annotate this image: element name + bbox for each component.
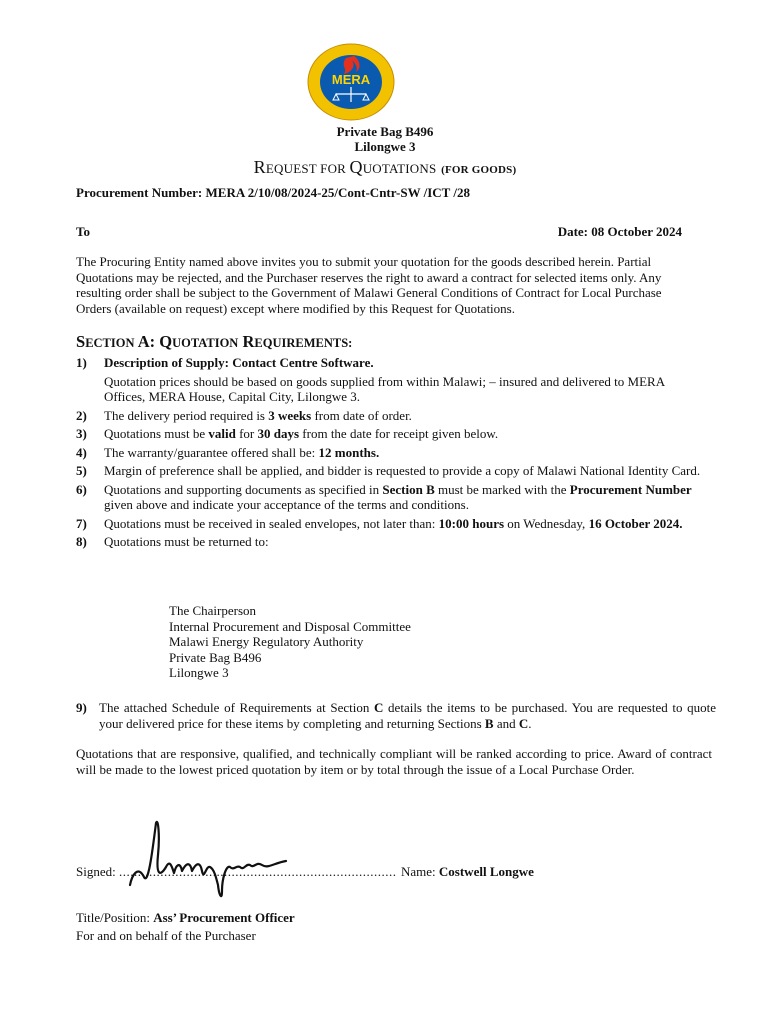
- item-text: from the date for receipt given below.: [299, 426, 499, 441]
- item-text: valid: [208, 426, 236, 441]
- item-text: given above and indicate your acceptance of the terms and conditions.: [104, 497, 469, 512]
- logo-text: MERA: [331, 72, 371, 87]
- list-item: [76, 463, 706, 479]
- name-value: Costwell Longwe: [438, 864, 534, 879]
- item-text: Procurement Number: [569, 481, 692, 497]
- procurement-number: [76, 185, 470, 201]
- item-text: The delivery period required is: [104, 407, 269, 423]
- text-part: B: [484, 715, 494, 731]
- item-text: Section B: [382, 481, 435, 497]
- list-item: [76, 445, 706, 461]
- signatory-title: [76, 910, 295, 926]
- mera-logo: [306, 42, 396, 122]
- signed-line: [76, 864, 396, 880]
- header-address: [0, 124, 770, 154]
- item-text: Quotations must be received in sealed envelopes, not later than:: [104, 515, 439, 531]
- item-number: 5): [76, 463, 87, 478]
- address-line: The Chairperson: [169, 603, 257, 618]
- text-part: details the items to be purchased. You are requested to quote your delivered price for these items by completing and returning Sections: [99, 700, 716, 731]
- item-text: [76, 700, 716, 731]
- address-line-2: Lilongwe 3: [354, 139, 416, 154]
- item-text: Description of Supply: Contact Centre Software.: [104, 355, 374, 370]
- title-suffix: (FOR GOODS): [441, 164, 517, 176]
- award-paragraph: Quotations that are responsive, qualified, and technically compliant will be ranked according to price. Award of contract will be made to the lowest priced quotation by item or by total through the issue of a Local Purchase Order.: [76, 746, 712, 777]
- signed-label: Signed:: [76, 864, 116, 879]
- heading-part: UOTATION: [172, 336, 239, 350]
- item-number: 6): [76, 481, 87, 497]
- text-part: C: [518, 715, 529, 731]
- address-line: Malawi Energy Regulatory Authority: [169, 634, 364, 649]
- name-label: Name:: [401, 864, 439, 879]
- requirements-list: [76, 355, 706, 553]
- text-part: and: [493, 715, 519, 731]
- item-text: Quotations must be: [104, 426, 209, 441]
- item-number: 9): [76, 700, 87, 715]
- title-value: Ass’ Procurement Officer: [153, 910, 295, 925]
- title-part: Q: [349, 157, 363, 177]
- title-part: UOTATIONS: [362, 161, 437, 176]
- item-subtext: Quotation prices should be based on goods supplied from within Malawi; – insured and delivered to MERA Offices, MERA House, Capital City, Lilongwe 3.: [104, 373, 665, 404]
- item-number: 7): [76, 515, 87, 531]
- heading-part: A:: [137, 332, 156, 351]
- item-number: 8): [76, 534, 87, 549]
- address-line: Lilongwe 3: [169, 665, 229, 680]
- item-number: 2): [76, 407, 87, 423]
- list-item: [76, 426, 706, 442]
- item-number: 3): [76, 426, 87, 441]
- list-item: [76, 516, 706, 532]
- heading-part: Q: [159, 332, 173, 351]
- address-line-1: Private Bag B496: [336, 124, 434, 139]
- procurement-value: MERA 2/10/08/2024-25/Cont-Cntr-SW /ICT /28: [205, 185, 470, 200]
- item-text: Quotations and supporting documents as specified in: [104, 481, 383, 497]
- handwritten-signature: [118, 815, 298, 905]
- list-item-9: [76, 700, 716, 731]
- signature-line: ..........................................................................: [118, 864, 397, 879]
- heading-part: ECTION: [85, 336, 135, 350]
- item-text: 3 weeks: [268, 407, 312, 423]
- heading-part: EQUIREMENTS:: [254, 336, 353, 350]
- return-address: [169, 603, 411, 681]
- on-behalf-line: For and on behalf of the Purchaser: [76, 928, 256, 943]
- title-part: EQUEST FOR: [265, 161, 350, 176]
- item-number: 1): [76, 355, 87, 370]
- item-number: 4): [76, 444, 87, 460]
- item-text: must be marked with the: [434, 481, 570, 497]
- document-date: Date: 08 October 2024: [557, 224, 682, 239]
- text-part: The attached Schedule of Requirements at Section: [99, 700, 375, 715]
- item-text: Margin of preference shall be applied, and bidder is requested to provide a copy of Malawi National Identity Card.: [104, 463, 701, 478]
- list-item: [76, 534, 706, 550]
- signatory-name: [401, 864, 534, 880]
- section-a-heading: [76, 333, 352, 352]
- item-text: 16 October 2024.: [588, 515, 683, 531]
- text-part: .: [528, 715, 532, 731]
- item-text: 12 months.: [318, 444, 380, 460]
- item-text: The warranty/guarantee offered shall be:: [104, 444, 319, 460]
- item-text: for: [235, 426, 258, 441]
- heading-part: S: [76, 332, 86, 351]
- document-title: [0, 157, 770, 180]
- to-label: To: [76, 224, 90, 239]
- address-line: Internal Procurement and Disposal Committee: [169, 618, 411, 634]
- text-part: C: [374, 700, 384, 715]
- list-item: [76, 408, 706, 424]
- heading-part: R: [242, 332, 255, 351]
- title-part: R: [253, 157, 266, 177]
- intro-paragraph: The Procuring Entity named above invites you to submit your quotation for the goods described herein. Partial Quotations may be rejected, and the Purchaser reserves the right to award a contract for selected items only. Any resulting order shall be subject to the Government of Malawi General Conditions of Contract for Local Purchase Orders (available on request) except where modified by this Request for Quotations.: [76, 254, 662, 316]
- item-text: Quotations must be returned to:: [104, 534, 269, 549]
- address-line: Private Bag B496: [169, 649, 262, 665]
- procurement-label: Procurement Number:: [76, 185, 203, 200]
- item-text: on Wednesday,: [504, 515, 589, 531]
- item-text: from date of order.: [311, 407, 412, 423]
- list-item: [76, 355, 706, 405]
- list-item: [76, 482, 706, 513]
- item-text: 10:00 hours: [438, 515, 505, 531]
- title-label: Title/Position:: [76, 910, 154, 925]
- item-text: 30 days: [257, 426, 300, 441]
